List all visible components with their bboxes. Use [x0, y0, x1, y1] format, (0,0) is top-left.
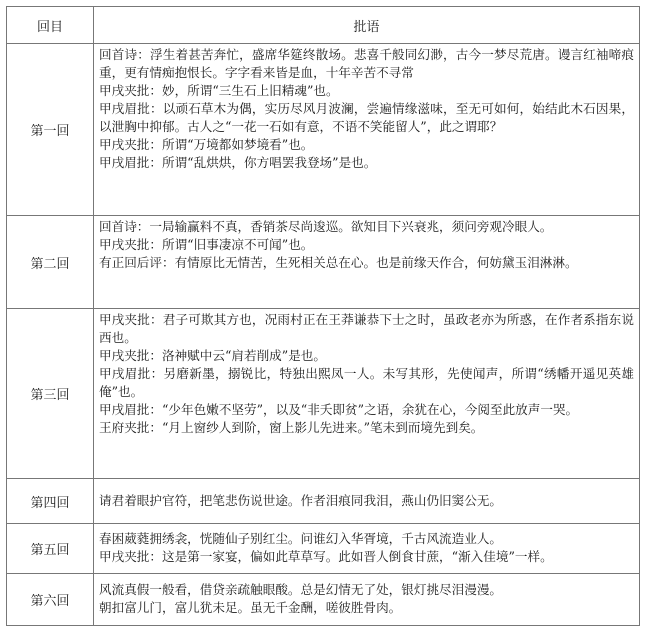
commentary-line: 甲戌眉批：以顽石草木为偶，实历尽风月波澜，尝遍情缘滋味，至无可如何，始结此木石因果，以泄胸中抑郁。古人之“一花一石如有意，不语不笑能留人”，此之谓耶？: [99, 101, 634, 134]
commentary-cell: [94, 309, 640, 479]
table-row: [7, 479, 640, 524]
commentary-cell: [94, 479, 640, 524]
table-row: [7, 574, 640, 626]
chapter-cell: 第二回: [7, 216, 94, 309]
commentary-line: 春困葳蕤拥绣衾，恍随仙子别红尘。问谁幻入华胥境，千古风流造业人。: [99, 531, 502, 546]
commentary-line: 甲戌夹批：所谓“万境都如梦境看”也。: [99, 137, 314, 152]
table-row: [7, 309, 640, 479]
commentary-cell: [94, 44, 640, 216]
chapter-cell: 第一回: [7, 44, 94, 216]
header-row: [7, 7, 640, 44]
commentary-line: 甲戌夹批：洛神赋中云“肩若削成”是也。: [99, 348, 326, 363]
commentary-line: 朝扣富儿门，富儿犹未足。虽无千金酬，嗟彼胜骨肉。: [99, 600, 402, 615]
chapter-cell: 第五回: [7, 524, 94, 574]
chapter-cell: 第四回: [7, 479, 94, 524]
commentary-line: 甲戌眉批：“少年色嫩不坚劳”，以及“非夭即贫”之语，余犹在心，今阅至此放声一哭。: [99, 402, 579, 417]
table-row: [7, 216, 640, 309]
commentary-line: 甲戌眉批：所谓“乱烘烘，你方唱罢我登场”是也。: [99, 155, 377, 170]
commentary-line: 甲戌眉批：另磨新墨，搦锐比，特独出熙凤一人。未写其形，先使闻声，所谓“绣幡开遥见英雄俺”也。: [99, 366, 634, 399]
commentary-line: 请君着眼护官符，把笔悲伤说世途。作者泪痕同我泪，燕山仍旧窦公无。: [99, 492, 502, 508]
chapter-cell: 第六回: [7, 574, 94, 626]
commentary-line: 甲戌夹批：君子可欺其方也，况雨村正在王莽谦恭下士之时，虽政老亦为所惑，在作者系指东说西也。: [99, 312, 634, 345]
commentary-line: 甲戌夹批：这是第一家宴，偏如此草草写。此如晋人倒食甘蔗，“渐入佳境”一样。: [99, 549, 553, 564]
commentary-cell: [94, 524, 640, 574]
table-row: [7, 524, 640, 574]
commentary-cell: [94, 574, 640, 626]
chapter-cell: 第三回: [7, 309, 94, 479]
commentary-line: 回首诗：一局输赢料不真，香销茶尽尚逡巡。欲知目下兴衰兆，须问旁观冷眼人。: [99, 219, 553, 234]
commentary-line: 王府夹批：“月上窗纱人到阶，窗上影儿先进来。”笔未到而境先到矣。: [99, 420, 484, 435]
commentary-cell: [94, 216, 640, 309]
commentary-table: [6, 6, 640, 626]
commentary-line: 风流真假一般看，借贷亲疏触眼酸。总是幻情无了处，银灯挑尽泪漫漫。: [99, 582, 502, 597]
commentary-line: 甲戌夹批：妙，所谓“三生石上旧精魂”也。: [99, 83, 339, 98]
header-commentary: 批语: [94, 7, 640, 44]
commentary-line: 有正回后评：有情原比无情苦，生死相关总在心。也是前缘天作合，何妨黛玉泪淋淋。: [99, 255, 578, 270]
commentary-line: 甲戌夹批：所谓“旧事凄凉不可闻”也。: [99, 237, 314, 252]
commentary-line: 回首诗：浮生着甚苦奔忙，盛席华筵终散场。悲喜千般同幻渺，古今一梦尽荒唐。谩言红袖啼痕重，更有情痴抱恨长。字字看来皆是血，十年辛苦不寻常: [99, 47, 634, 80]
table-row: [7, 44, 640, 216]
header-chapter: 回目: [7, 7, 94, 44]
